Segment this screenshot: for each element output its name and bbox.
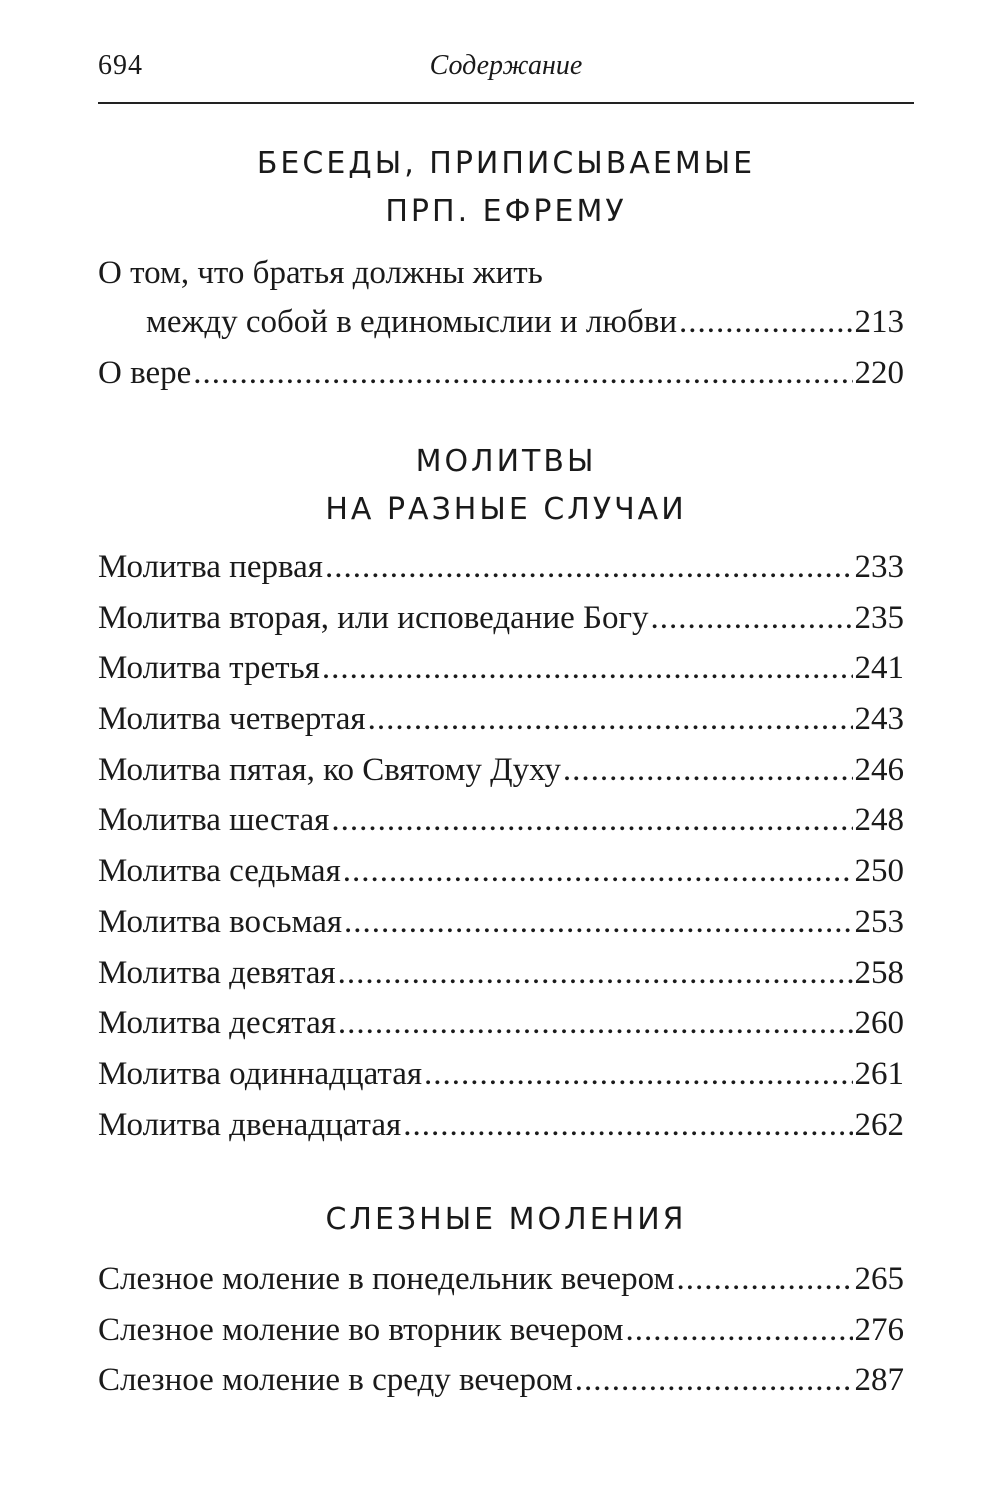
toc-entry[interactable] (98, 250, 904, 348)
toc-entry-title: Молитва двенадцатая (98, 1106, 402, 1143)
toc-entry-title-line1: О том, что братья должны жить (98, 255, 543, 291)
toc-entry-title: Слезное моление во вторник вечером (98, 1311, 624, 1348)
toc-entry-page: 241 (854, 650, 904, 687)
toc-list-efrem (98, 250, 904, 398)
toc-entry[interactable] (98, 897, 904, 948)
header-rule (98, 102, 914, 104)
dot-leader (325, 542, 853, 593)
section-heading-line: НА РАЗНЫЕ СЛУЧАИ (325, 492, 687, 527)
toc-entry[interactable] (98, 846, 904, 897)
section-heading-line: БЕСЕДЫ, ПРИПИСЫВАЕМЫЕ (256, 146, 756, 181)
toc-entry[interactable] (98, 593, 904, 644)
toc-entry-title: Молитва третья (98, 650, 320, 687)
running-title: Содержание (429, 50, 583, 81)
toc-entry-page: 258 (854, 954, 904, 991)
toc-entry[interactable] (98, 694, 904, 745)
toc-list-tearful-prayers (98, 1254, 904, 1406)
page-number: 694 (98, 50, 143, 81)
toc-entry-page: 262 (854, 1106, 904, 1143)
toc-entry-title: между собой в единомыслии и любви (146, 304, 678, 340)
toc-entry-page: 287 (854, 1362, 904, 1399)
section-heading-line: МОЛИТВЫ (415, 444, 597, 479)
dot-leader (424, 1049, 852, 1100)
toc-entry-title: Молитва первая (98, 549, 323, 585)
toc-entry-title: Молитва одиннадцатая (98, 1055, 423, 1092)
section-heading-prayers (98, 438, 914, 534)
toc-entry-page: 246 (854, 751, 904, 788)
dot-leader (322, 643, 853, 694)
section-heading-line: ПРП. ЕФРЕМУ (385, 194, 627, 229)
toc-entry-title: Молитва девятая (98, 954, 336, 991)
toc-entry-title: Молитва пятая, ко Святому Духу (98, 751, 561, 788)
toc-entry[interactable] (98, 1100, 904, 1151)
toc-entry[interactable] (98, 542, 904, 593)
toc-entry-page: 261 (854, 1055, 904, 1092)
toc-entry-title: О вере (98, 354, 192, 391)
toc-entry[interactable] (98, 1355, 904, 1406)
dot-leader (331, 795, 852, 846)
dot-leader (338, 948, 853, 999)
dot-leader (563, 745, 853, 796)
toc-entry-page: 243 (854, 701, 904, 738)
running-head (98, 50, 914, 90)
toc-entry[interactable] (98, 998, 904, 1049)
dot-leader (403, 1100, 852, 1151)
toc-entry-title: Слезное моление в понедельник вечером (98, 1261, 675, 1297)
toc-entry-title: Молитва шестая (98, 802, 330, 839)
toc-entry[interactable] (98, 1305, 904, 1356)
section-heading-line: СЛЕЗНЫЕ МОЛЕНИЯ (325, 1202, 687, 1237)
toc-entry[interactable] (98, 643, 904, 694)
toc-entry-page: 235 (854, 599, 904, 636)
toc-entry-title: Молитва вторая, или исповедание Богу (98, 599, 649, 636)
toc-entry[interactable] (98, 1254, 904, 1305)
section-heading-efrem (98, 140, 914, 236)
toc-entry-title: Молитва четвертая (98, 701, 366, 738)
toc-entry-page: 233 (854, 549, 904, 585)
toc-entry[interactable] (98, 1049, 904, 1100)
toc-entry-page: 276 (854, 1311, 904, 1348)
dot-leader (676, 1254, 852, 1305)
toc-entry[interactable] (98, 948, 904, 999)
toc-list-prayers (98, 542, 904, 1150)
toc-entry-page: 248 (854, 802, 904, 839)
toc-entry-page: 213 (854, 304, 904, 340)
toc-entry[interactable] (98, 745, 904, 796)
section-heading-tearful-prayers (98, 1196, 914, 1244)
dot-leader (651, 593, 853, 644)
toc-entry-title: Слезное моление в среду вечером (98, 1362, 573, 1399)
dot-leader (338, 998, 853, 1049)
toc-entry-title: Молитва седьмая (98, 853, 341, 890)
toc-entry-page: 220 (854, 354, 904, 391)
toc-entry-page: 265 (854, 1261, 904, 1297)
toc-entry-page: 253 (854, 903, 904, 940)
dot-leader (625, 1305, 852, 1356)
toc-entry-title: Молитва восьмая (98, 903, 343, 940)
dot-leader (344, 897, 852, 948)
dot-leader (368, 694, 853, 745)
toc-entry-title: Молитва десятая (98, 1005, 336, 1042)
toc-entry[interactable] (98, 348, 904, 399)
dot-leader (193, 348, 852, 399)
dot-leader (575, 1355, 853, 1406)
dot-leader (679, 297, 852, 348)
toc-entry[interactable] (98, 795, 904, 846)
toc-entry-page: 250 (854, 853, 904, 890)
dot-leader (343, 846, 853, 897)
toc-entry-page: 260 (854, 1005, 904, 1042)
